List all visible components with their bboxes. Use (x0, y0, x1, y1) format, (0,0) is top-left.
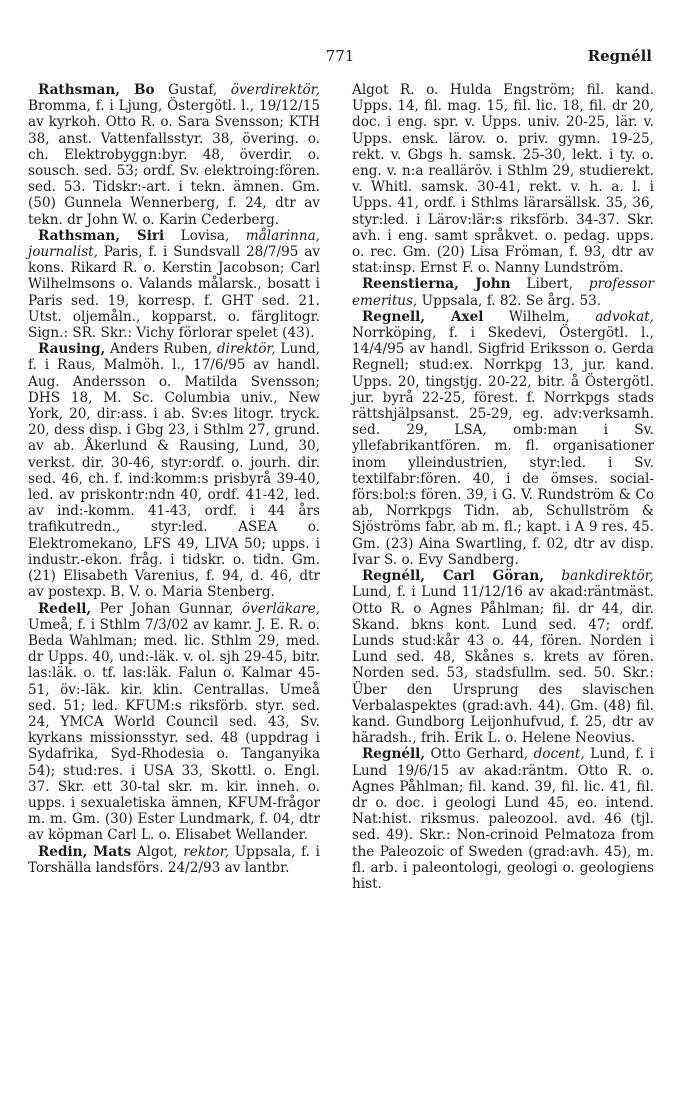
entry-title: advokat, (595, 308, 654, 325)
entry-body: Lund, f. i Lund 11/12/16 av akad:räntmäst. Otto R. o Agnes Påhlman; fil. dr 44, dir. Skand. bkns kont. Lund sed. 47; ordf. Lunds stud:kår 43 o. 44, fören. Norden i Lund sed. 48, Skånes s. krets av fören. Norden sed. 53, stadsfullm. sed. 50. Skr.: Über den Ursprung des slavischen Verbalaspektes (grad:avh. 44). Gm. (48) fil. kand. Gundborg Leijonhufvud, f. 25, dtr av häradsh., frih. Erik L. o. Helene Neovius. (352, 584, 654, 747)
entry-name: Rathsman, Bo (38, 82, 155, 98)
entry-title: bankdirektör, (561, 568, 654, 585)
entry-title: rektor, (183, 843, 230, 860)
entry-reenstierna (352, 276, 654, 308)
entry-title: docent, (533, 746, 585, 763)
entry-rausing (28, 341, 320, 600)
entry-regnell-carl (352, 568, 654, 746)
entry-given (544, 568, 561, 584)
entry-name: Rathsman, Siri (38, 227, 165, 244)
entry-body: Norrköping, f. i Skedevi, Östergötl. l., 14/4/95 av handl. Sigfrid Eriksson o. Gerda Regnell; stud:ex. Norrkpg 13, jur. kand. Upps. 20, tingstjg. 20-22, bitr. å Östergötl. jur. byrå 22-25, förest. f. Norrkpgs stads rättshjälpsanst. 25-29, eg. adv:verksamh. sed. 29, LSA, omb:man i Sv. yllefabrikantfören. m. fl. organisationer inom ylleindustrien, styr:led. i Sv. textilfabr:fören. 40, i de ömses. social-förs:bol:s fören. 39, i G. V. Rundström & Co ab, Norrkpgs Tidn. ab, Schullström & Sjöströms fabr. ab m. fl.; kapt. i A 9 res. 45. Gm. (23) Aina Swartling, f. 02, dtr av disp. Ivar S. o. Evy Sandberg. (352, 325, 654, 568)
page-number: 771 (325, 47, 355, 65)
entry-name: Redin, Mats (38, 843, 132, 860)
entry-title: överläkare, (241, 600, 320, 617)
entry-name: Reenstierna, John (362, 276, 511, 293)
entry-redin (28, 844, 320, 876)
entry-redin-continued (352, 82, 654, 276)
entry-given: Algot, (131, 843, 184, 860)
entry-body: Lund, f. i Lund 19/6/15 av akad:räntm. Otto R. o. Agnes Påhlman; fil. kand. 39, fil. lic. 41, fil. dr o. doc. i geologi Lund 45, eo. intend. Nat:hist. riksmus. paleozool. avd. 46 (tjl. sed. 49). Skr.: Non-crinoid Pelmatoza from the Paleozoic of Sweden (grad:avh. 45), m. fl. arb. i paleontologi, geologi o. geologiens hist. (352, 746, 654, 892)
entry-given: Gustaf, (154, 82, 231, 98)
entry-given: Otto Gerhard, (425, 746, 534, 763)
left-column (28, 82, 320, 876)
entry-body: Umeå, f. i Sthlm 7/3/02 av kamr. J. E. R. o. Beda Wahlman; med. lic. Sthlm 29, med. dr Upps. 40, und:-läk. v. ol. sjh 29-45, bitr. las:läk. o. tf. las:läk. Falun o. Kalmar 45-51, öv:-läk. kir. klin. Centrallas. Umeå sed. 51; led. KFUM:s riksförb. styr. sed. 24, YMCA World Council sed. 43, Sv. kyrkans missionsstyr. sed. 48 (uppdrag i Sydafrika, Syd-Rhodesia o. Tanganyika 54); stud:res. i USA 33, Skottl. o. Engl. 37. Skr. ett 30-tal skr. m. kir. inneh. o. upps. i sexualetiska ämnen, KFUM-frågor m. m. Gm. (30) Ester Lundmark, f. 04, dtr av köpman Carl L. o. Elisabet Wellander. (28, 616, 320, 844)
entry-body: Paris, f. i Sundsvall 28/7/95 av kons. Rikard R. o. Kerstin Jacobson; Carl Wilhelmsons o. Valands målarsk., bosatt i Paris sed. 19, korresp. f. GHT sed. 21. Utst. oljemåln., kopparst. o. färglitogr. Sign.: SR. Skr.: Vichy förlorar spelet (43). (28, 244, 320, 342)
entry-given: Wilhelm, (483, 308, 596, 325)
entry-body: Algot R. o. Hulda Engström; fil. kand. Upps. 14, fil. mag. 15, fil. lic. 18, fil. dr 20, doc. i eng. spr. v. Upps. univ. 20-25, lär. v. Upps. ensk. lärov. o. priv. gymn. 19-25, rekt. v. Gbgs h. samsk. 25-30, lekt. i ty. o. eng. v. n:a realläröv. i Sthlm 29, studierekt. v. Whitl. samsk. 30-41, rekt. v. h. a. l. i Upps. 41, ordf. i Sthlms lärarsällsk. 35, 36, styr:led. i Lärov:lär:s riksförb. 34-37. Skr. avh. i eng. samt språkvet. o. pedag. upps. o. rec. Gm. (20) Lisa Fröman, f. 93, dtr av stat:insp. Ernst F. o. Nanny Lundström. (352, 82, 654, 277)
entry-body: Uppsala, f. i Torshälla landsförs. 24/2/93 av lantbr. (28, 843, 320, 876)
right-column (352, 82, 654, 892)
entry-title: professor emeritus, (352, 276, 654, 309)
entry-name: Rausing, (38, 341, 106, 358)
entry-given: Lovisa, (164, 227, 246, 244)
entry-body: Uppsala, f. 82. Se årg. 53. (417, 292, 602, 309)
entry-body: Lund, f. i Raus, Malmöh. l., 17/6/95 av handl. Aug. Andersson o. Matilda Svensson; DHS 18, M. Sc. Columbia univ., New York, 20, dir:ass. i ab. Sv:es litogr. tryck. 20, dess disp. i Gbg 23, i Sthlm 27, grund. av ab. Åkerlund & Rausing, Lund, 30, verkst. dir. 30-46, styr:ordf. o. jourh. dir. sed. 46, ch. f. ind:komm:s prisbyrå 39-40, led. av priskontr:ndn 40, ordf. 41-42, led. av ind:-komm. 41-43, ordf. i 44 års trafikutredn., styr:led. ASEA o. Elektromekano, LFS 49, LIVA 50; upps. i industr.-ekon. fråg. i tidskr. o. tidn. Gm. (21) Elisabeth Varenius, f. 94, d. 46, dtr av postexp. B. V. o. Maria Stenberg. (28, 341, 320, 601)
entry-name: Regnell, Axel (362, 308, 484, 325)
entry-title: målarinna, journalist, (28, 227, 320, 261)
running-head: Regnéll (587, 47, 652, 65)
entry-name: Redell, (38, 600, 92, 617)
entry-redell (28, 601, 320, 844)
entry-rathsman-bo (28, 82, 320, 228)
entry-title: direktör, (216, 341, 276, 358)
entry-regnell-axel (352, 309, 654, 568)
entry-given: Anders Ruben, (105, 341, 217, 358)
entry-given: Per Johan Gunnar, (91, 600, 242, 617)
entry-body: Bromma, f. i Ljung, Östergötl. l., 19/12/15 av kyrkoh. Otto R. o. Sara Svensson; KTH 38, anst. Vattenfallsstyr. 38, övering. o. ch. Elektrobyggn:byr. 48, överdir. o. sousch. sed. 53; ordf. Sv. elektroing:fören. sed. 53. Tidskr:-art. i tekn. ämnen. Gm. (50) Gunnela Wennerberg, f. 24, dtr av tekn. dr John W. o. Karin Cederberg. (28, 98, 320, 228)
entry-title: överdirektör, (230, 82, 320, 98)
entry-rathsman-siri (28, 228, 320, 341)
entry-name: Regnéll, (362, 746, 426, 763)
entry-given: Libert, (510, 276, 589, 293)
entry-regnell-otto (352, 746, 654, 892)
entry-name: Regnéll, Carl Göran, (362, 568, 544, 585)
